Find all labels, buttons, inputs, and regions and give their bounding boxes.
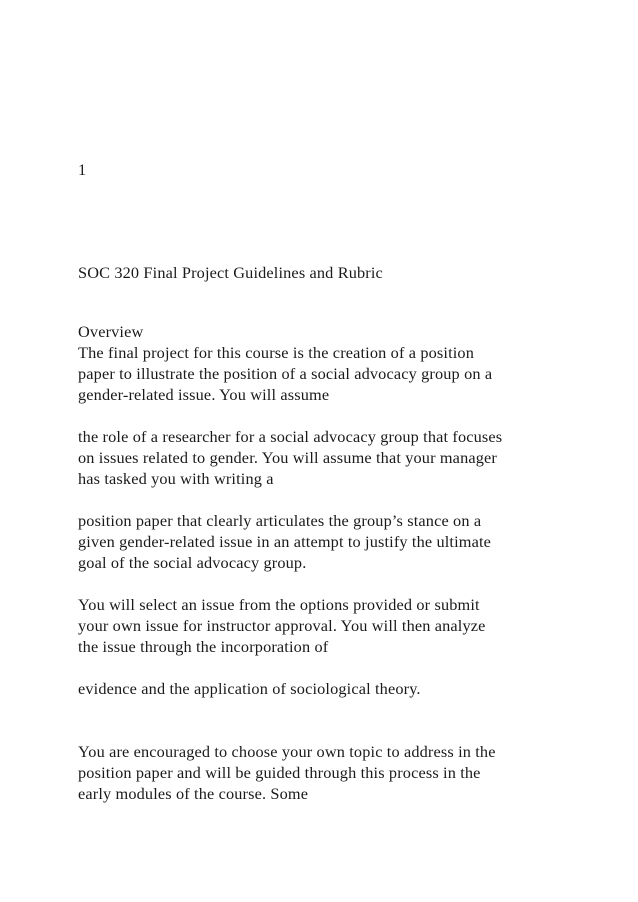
- paragraph-line: the role of a researcher for a social advocacy group that focuses: [78, 427, 503, 446]
- section-heading-overview: Overview: [78, 322, 144, 341]
- document-title: SOC 320 Final Project Guidelines and Rubric: [78, 263, 383, 282]
- paragraph-line: gender-related issue. You will assume: [78, 385, 330, 404]
- paragraph-line: You will select an issue from the options provided or submit: [78, 595, 480, 614]
- paragraph-line: evidence and the application of sociological theory.: [78, 679, 421, 698]
- paragraph-line: position paper that clearly articulates the group’s stance on a: [78, 511, 482, 530]
- paragraph-line: has tasked you with writing a: [78, 469, 274, 488]
- paragraph-line: on issues related to gender. You will assume that your manager: [78, 448, 497, 467]
- paragraph-line: The final project for this course is the creation of a position: [78, 343, 475, 362]
- paragraph-line: goal of the social advocacy group.: [78, 553, 307, 572]
- paragraph-line: early modules of the course. Some: [78, 784, 309, 803]
- paragraph-line: position paper and will be guided through this process in the: [78, 763, 481, 782]
- paragraph-line: your own issue for instructor approval. You will then analyze: [78, 616, 486, 635]
- paragraph-line: the issue through the incorporation of: [78, 637, 329, 656]
- paragraph-line: given gender-related issue in an attempt to justify the ultimate: [78, 532, 492, 551]
- paragraph-line: paper to illustrate the position of a social advocacy group on a: [78, 364, 493, 383]
- page-number: 1: [78, 160, 87, 179]
- paragraph-line: You are encouraged to choose your own topic to address in the: [78, 742, 496, 761]
